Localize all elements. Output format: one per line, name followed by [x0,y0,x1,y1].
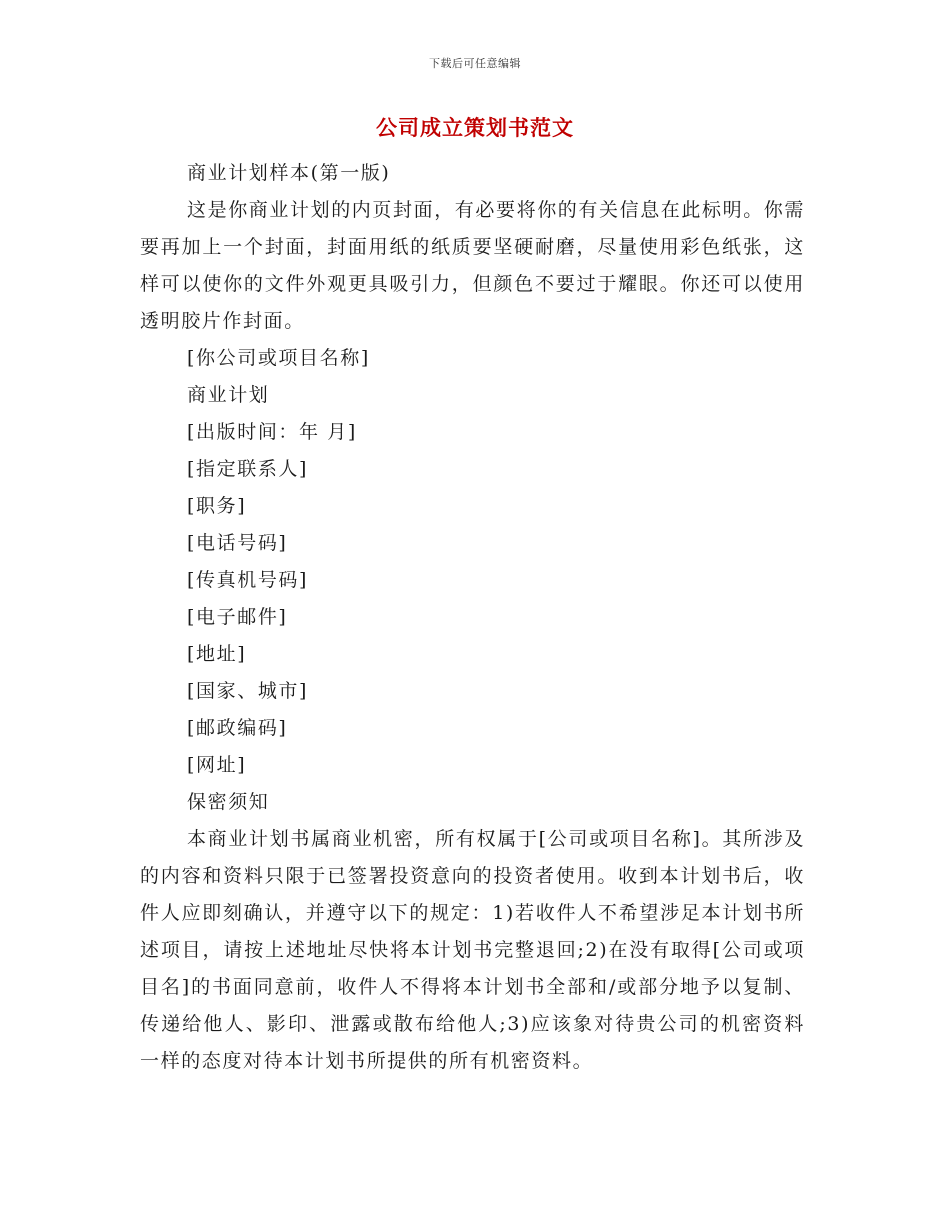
field-country-city: [国家、城市] [187,680,309,702]
field-business-plan: 商业计划 [187,384,270,406]
field-email: [电子邮件] [187,606,288,628]
document-body [140,155,805,1080]
field-postal-code: [邮政编码] [187,717,288,739]
document-title: 公司成立策划书范文 [376,115,574,140]
field-phone: [电话号码] [187,532,288,554]
field-position: [职务] [187,495,247,517]
field-fax: [传真机号码] [187,569,309,591]
field-website: [网址] [187,754,247,776]
paragraph-confidentiality-notice: 本商业计划书属商业机密，所有权属于[公司或项目名称]。其所涉及的内容和资料只限于已签署投资意向的投资者使用。收到本计划书后，收件人应即刻确认，并遵守以下的规定：1)若收件人不希望涉足本计划书所述项目，请按上述地址尽快将本计划书完整退回;2)在没有取得[公司或项目名]的书面同意前，收件人不得将本计划书全部和/或部分地予以复制、传递给他人、影印、泄露或散布给他人;3)应该象对待贵公司的机密资料一样的态度对待本计划书所提供的所有机密资料。 [140,828,805,1072]
field-company-name: [你公司或项目名称] [187,347,370,369]
field-publish-date: [出版时间：年 月] [187,421,357,443]
paragraph-cover-instructions: 这是你商业计划的内页封面，有必要将你的有关信息在此标明。你需要再加上一个封面，封面用纸的纸质要坚硬耐磨，尽量使用彩色纸张，这样可以使你的文件外观更具吸引力，但颜色不要过于耀眼。你还可以使用透明胶片作封面。 [140,199,806,332]
paragraph-sample-version: 商业计划样本(第一版) [187,162,391,184]
header-note: 下载后可任意编辑 [429,57,521,70]
section-heading-confidentiality: 保密须知 [187,791,270,813]
field-contact-person: [指定联系人] [187,458,309,480]
field-address: [地址] [187,643,247,665]
